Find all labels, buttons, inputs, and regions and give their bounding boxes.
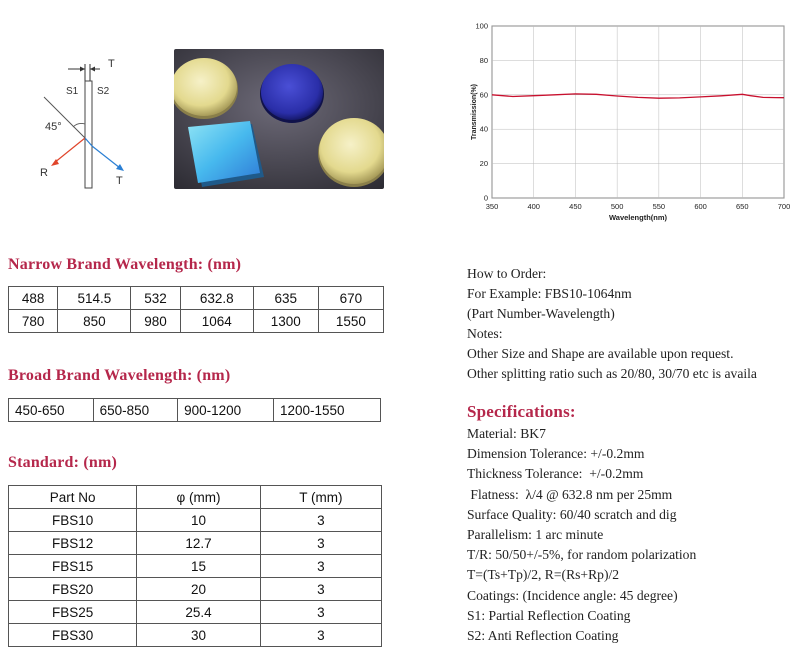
table-cell: 3 (260, 509, 381, 532)
wavelength-cell: 488 (9, 287, 58, 310)
spec-line: S1: Partial Reflection Coating (467, 607, 631, 623)
angle-label: 45° (45, 121, 62, 133)
spec-line: Material: BK7 (467, 426, 546, 441)
y-tick-label: 80 (479, 55, 488, 65)
spec-line: Parallelism: 1 arc minute (467, 527, 604, 543)
table-cell: FBS30 (9, 624, 137, 647)
table-cell: 3 (260, 624, 381, 647)
broad-band-table (8, 398, 381, 422)
x-tick-label: 350 (485, 202, 499, 211)
spec-line: Thickness Tolerance: +/-0.2mm (467, 466, 644, 482)
thickness-label: T (108, 58, 115, 70)
order-line: (Part Number-Wavelength) (467, 306, 615, 321)
column-header: φ (mm) (137, 486, 260, 509)
order-line: Other splitting ratio such as 20/80, 30/70 etc is availa (467, 366, 757, 381)
y-tick-label: 0 (483, 193, 488, 203)
table-cell: 15 (137, 555, 260, 578)
wavelength-range-cell: 1200-1550 (273, 399, 380, 422)
spec-line: T=(Ts+Tp)/2, R=(Rs+Rp)/2 (467, 567, 620, 583)
wavelength-cell: 670 (318, 287, 383, 310)
table-row (9, 601, 382, 624)
standard-title: Standard: (nm) (8, 454, 118, 471)
column-header: T (mm) (260, 486, 381, 509)
y-tick-label: 20 (479, 159, 488, 169)
table-cell: 12.7 (137, 532, 260, 555)
wavelength-cell: 514.5 (58, 287, 131, 310)
specifications-list (467, 424, 795, 646)
product-photo (174, 49, 384, 189)
wavelength-cell: 850 (58, 310, 131, 333)
table-cell: FBS20 (9, 578, 137, 601)
wavelength-range-cell: 900-1200 (178, 399, 274, 422)
wavelength-cell: 1064 (180, 310, 253, 333)
wavelength-cell: 980 (131, 310, 180, 333)
table-row (9, 578, 382, 601)
order-line: How to Order: (467, 266, 547, 281)
wavelength-range-cell: 450-650 (9, 399, 94, 422)
wavelength-cell: 632.8 (180, 287, 253, 310)
wavelength-cell: 532 (131, 287, 180, 310)
order-line: Notes: (467, 326, 503, 341)
table-cell: 20 (137, 578, 260, 601)
table-cell: FBS25 (9, 601, 137, 624)
x-tick-label: 450 (569, 202, 582, 211)
standard-table (8, 485, 382, 647)
s2-label: S2 (97, 86, 110, 97)
y-tick-label: 40 (479, 124, 488, 134)
spec-line: T/R: 50/50+/-5%, for random polarization (467, 547, 697, 563)
wavelength-cell: 1300 (253, 310, 318, 333)
table-cell: 3 (260, 532, 381, 555)
table-row (9, 624, 382, 647)
beamsplitter-diagram (28, 50, 148, 190)
table-row (9, 310, 384, 333)
table-cell: 3 (260, 601, 381, 624)
transmission-chart (468, 18, 790, 230)
plot-area (492, 26, 784, 198)
table-cell: FBS15 (9, 555, 137, 578)
table-cell: 25.4 (137, 601, 260, 624)
x-tick-label: 500 (610, 202, 624, 211)
spec-line: Coatings: (Incidence angle: 45 degree) (467, 587, 678, 603)
x-tick-label: 650 (736, 202, 749, 211)
table-row (9, 509, 382, 532)
x-axis-label: Wavelength(nm) (608, 213, 668, 222)
specifications-title: Specifications: (467, 402, 576, 421)
wavelength-cell: 780 (9, 310, 58, 333)
wavelength-cell: 1550 (318, 310, 383, 333)
table-cell: 3 (260, 578, 381, 601)
x-tick-label: 600 (694, 202, 707, 211)
reflected-label: R (40, 167, 48, 179)
transmitted-label: T (116, 175, 123, 187)
table-cell: 3 (260, 555, 381, 578)
s1-label: S1 (66, 86, 79, 97)
wavelength-range-cell: 650-850 (93, 399, 178, 422)
x-tick-label: 400 (527, 202, 540, 211)
wavelength-cell: 635 (253, 287, 318, 310)
order-line: Other Size and Shape are available upon request. (467, 346, 734, 361)
spec-line: S2: Anti Reflection Coating (467, 628, 619, 644)
spec-line: Surface Quality: 60/40 scratch and dig (467, 506, 677, 522)
how-to-order-block (467, 264, 795, 384)
broad-band-title: Broad Brand Wavelength: (nm) (8, 367, 231, 384)
y-tick-label: 60 (479, 90, 488, 100)
table-cell: FBS12 (9, 532, 137, 555)
table-cell: FBS10 (9, 509, 137, 532)
narrow-band-title: Narrow Brand Wavelength: (nm) (8, 256, 242, 273)
x-tick-label: 550 (652, 202, 666, 211)
table-row (9, 532, 382, 555)
table-row (9, 555, 382, 578)
spec-line: Dimension Tolerance: +/-0.2mm (467, 446, 645, 462)
table-cell: 10 (137, 509, 260, 532)
order-line: For Example: FBS10-1064nm (467, 286, 632, 301)
y-tick-label: 100 (475, 21, 488, 31)
table-cell: 30 (137, 624, 260, 647)
table-row (9, 287, 384, 310)
narrow-band-table (8, 286, 384, 333)
y-axis-label: Transmission(%) (471, 83, 478, 141)
spec-line: Flatness: λ/4 @ 632.8 nm per 25mm (467, 486, 673, 502)
column-header: Part No (9, 486, 137, 509)
x-tick-label: 700 (777, 202, 790, 211)
